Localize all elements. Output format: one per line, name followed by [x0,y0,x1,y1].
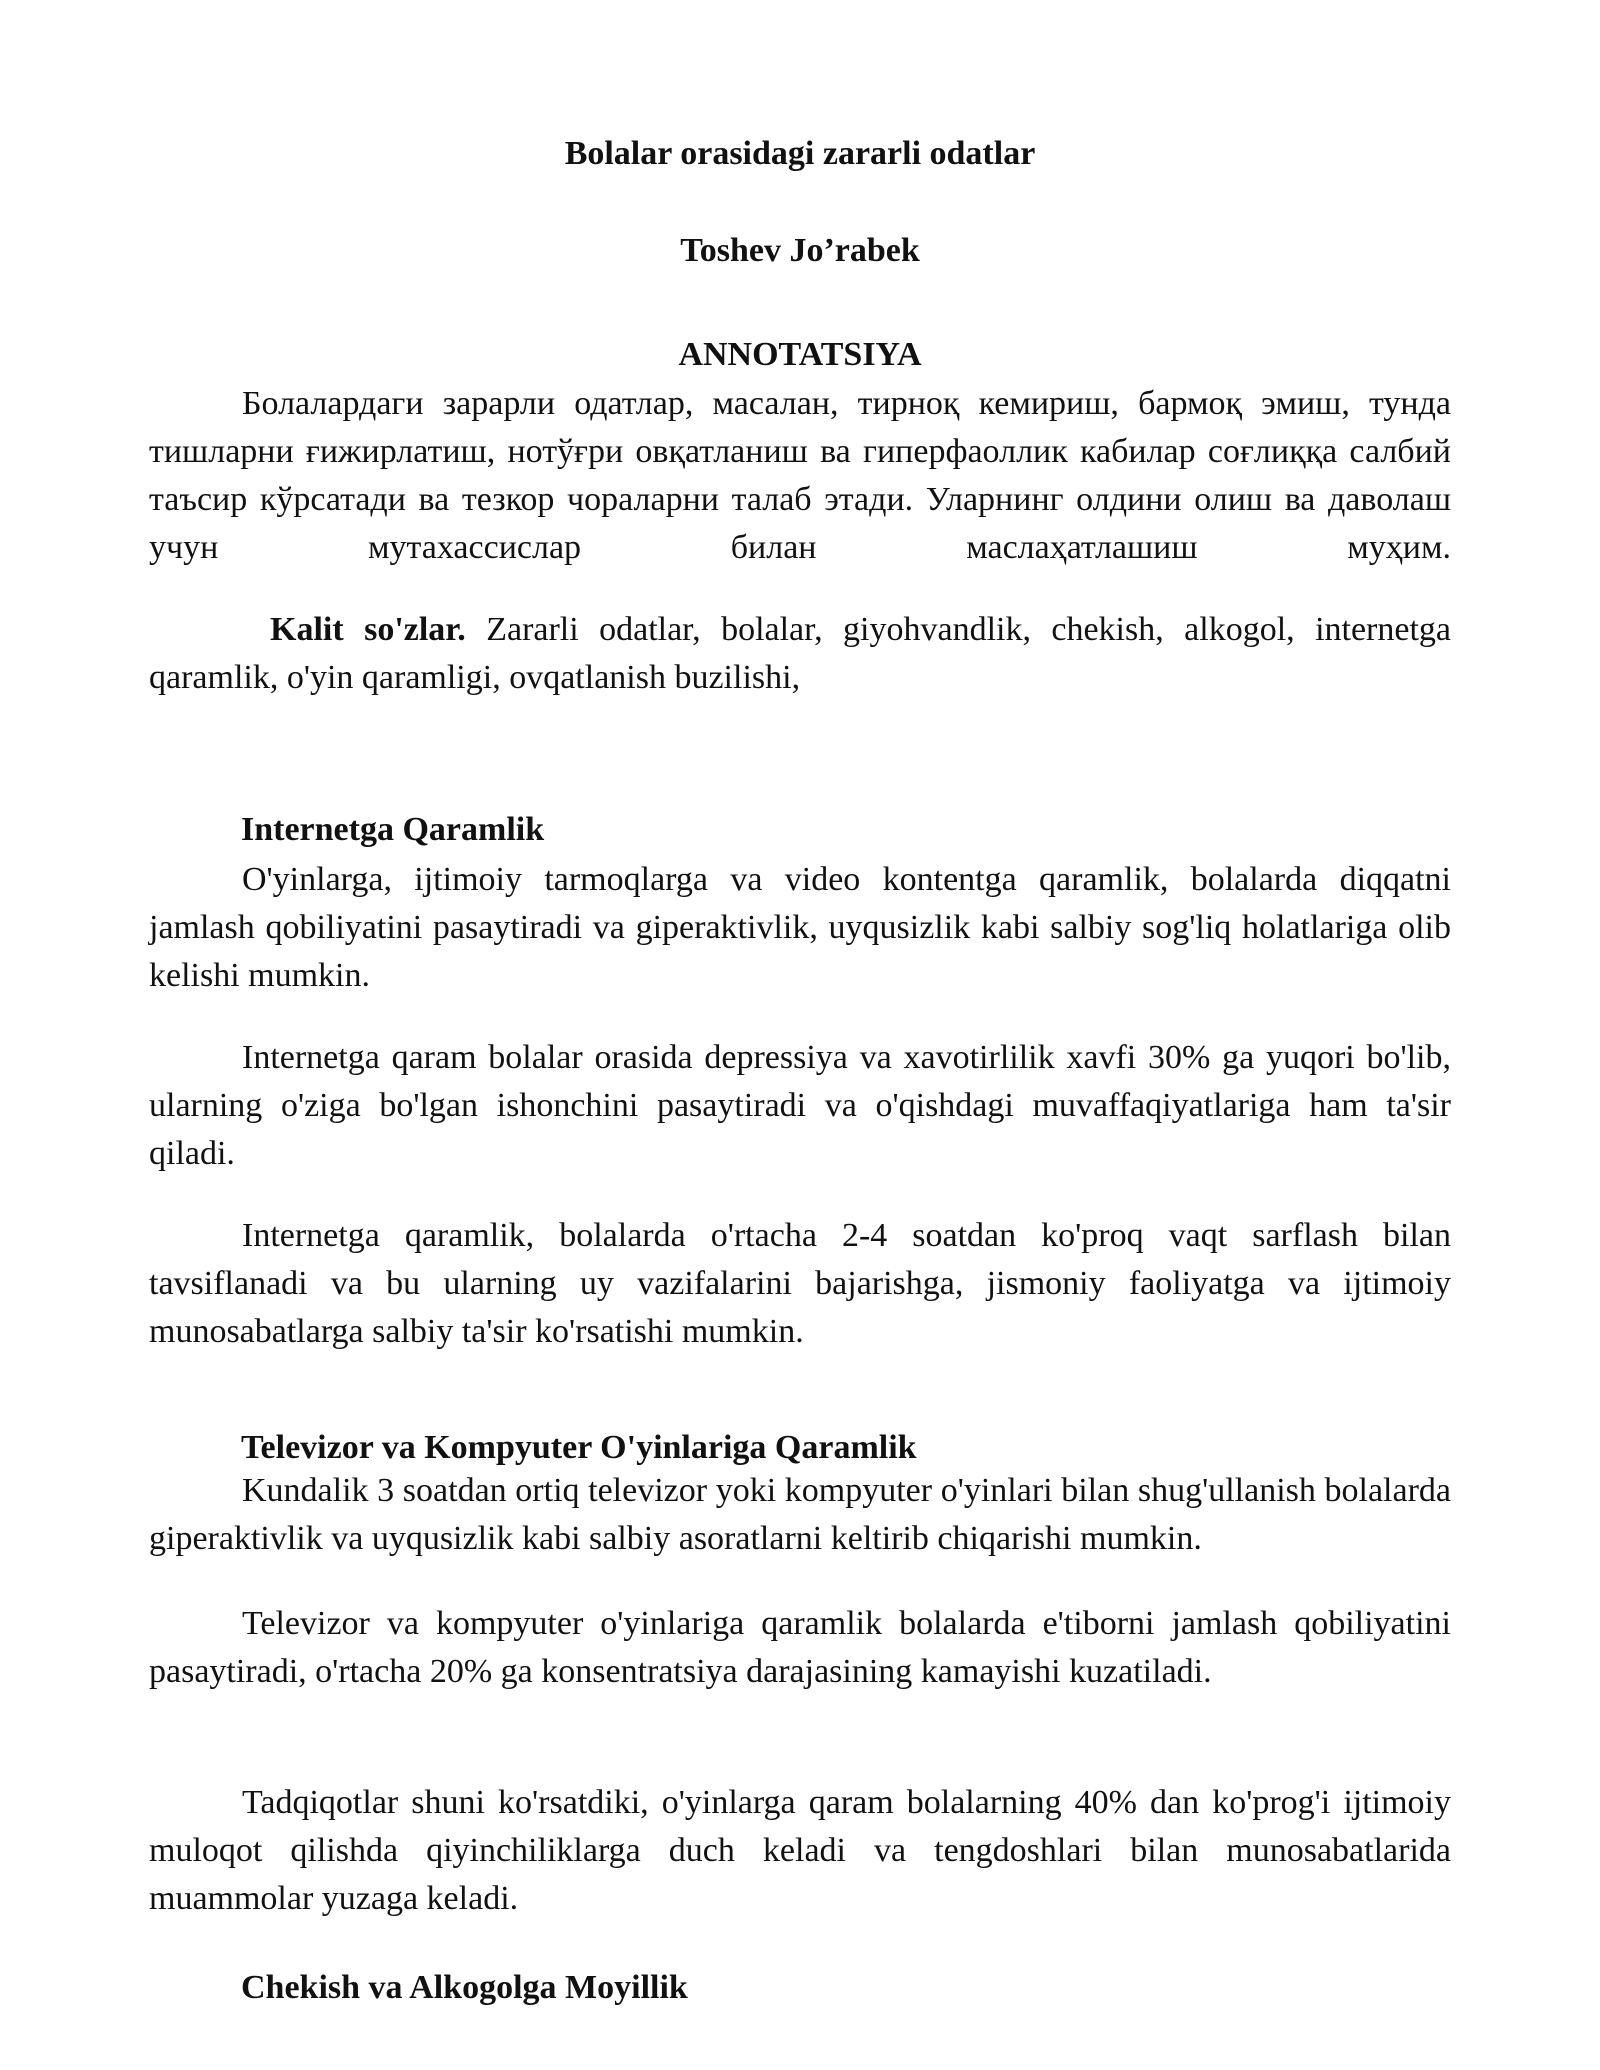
body-paragraph: Televizor va kompyuter o'yinlariga qaramlik bolalarda e'tiborni jamlash qobiliyatini pasaytiradi, o'rtacha 20% ga konsentratsiya darajasining kamayishi kuzatiladi. [149,1605,1451,1690]
body-paragraph: Internetga qaram bolalar orasida depressiya va xavotirlilik xavfi 30% ga yuqori bo'lib, ularning o'ziga bo'lgan ishonchini pasaytiradi va o'qishdagi muvaffaqiyatlariga ham ta'sir qiladi. [149,1039,1451,1172]
section-heading: Chekish va Alkogolga Moyillik [241,1969,688,2006]
body-paragraph: O'yinlarga, ijtimoiy tarmoqlarga va video kontentga qaramlik, bolalarda diqqatni jamlash qobiliyatini pasaytiradi va giperaktivlik, uyqusizlik kabi salbiy sog'liq holatlariga olib kelishi mumkin. [149,861,1451,994]
keywords-paragraph [149,606,1451,702]
body-paragraph: Kundalik 3 soatdan ortiq televizor yoki kompyuter o'yinlari bilan shug'ullanish bolalarda giperaktivlik va uyqusizlik kabi salbiy asoratlarni keltirib chiqarishi mumkin. [149,1472,1451,1557]
section-heading: Televizor va Kompyuter O'yinlariga Qaramlik [241,1429,917,1466]
annotation-text: Болалардаги зарарли одатлар, масалан, тирноқ кемириш, бармоқ эмиш, тунда тишларни ғижирлатиш, нотўғри овқатланиш ва гиперфаоллик кабилар соғлиққа салбий таъсир кўрсатади ва тезкор чораларни талаб этади. Уларнинг олдини олиш ва даволаш учун мутахассислар билан маслаҳатлашиш муҳим. [149,385,1451,566]
keywords-label: Kalit so'zlar. [270,611,466,648]
document-title: Bolalar orasidagi zararli odatlar [564,135,1036,172]
annotation-heading: ANNOTATSIYA [678,336,922,373]
author-name: Toshev Jo’rabek [680,232,920,269]
keywords-text: Zararli odatlar, bolalar, giyohvandlik, chekish, alkogol, internetga qaramlik, o'yin qaramligi, ovqatlanish buzilishi, [149,611,1451,696]
body-paragraph: Tadqiqotlar shuni ko'rsatdiki, o'yinlarga qaram bolalarning 40% dan ko'prog'i ijtimoiy muloqot qilishda qiyinchiliklarga duch keladi va tengdoshlari bilan munosabatlarida muammolar yuzaga keladi. [149,1784,1451,1917]
section-heading: Internetga Qaramlik [241,811,545,848]
body-paragraph: Internetga qaramlik, bolalarda o'rtacha 2-4 soatdan ko'proq vaqt sarflash bilan tavsiflanadi va bu ularning uy vazifalarini bajarishga, jismoniy faoliyatga va ijtimoiy munosabatlarga salbiy ta'sir ko'rsatishi mumkin. [149,1217,1451,1350]
